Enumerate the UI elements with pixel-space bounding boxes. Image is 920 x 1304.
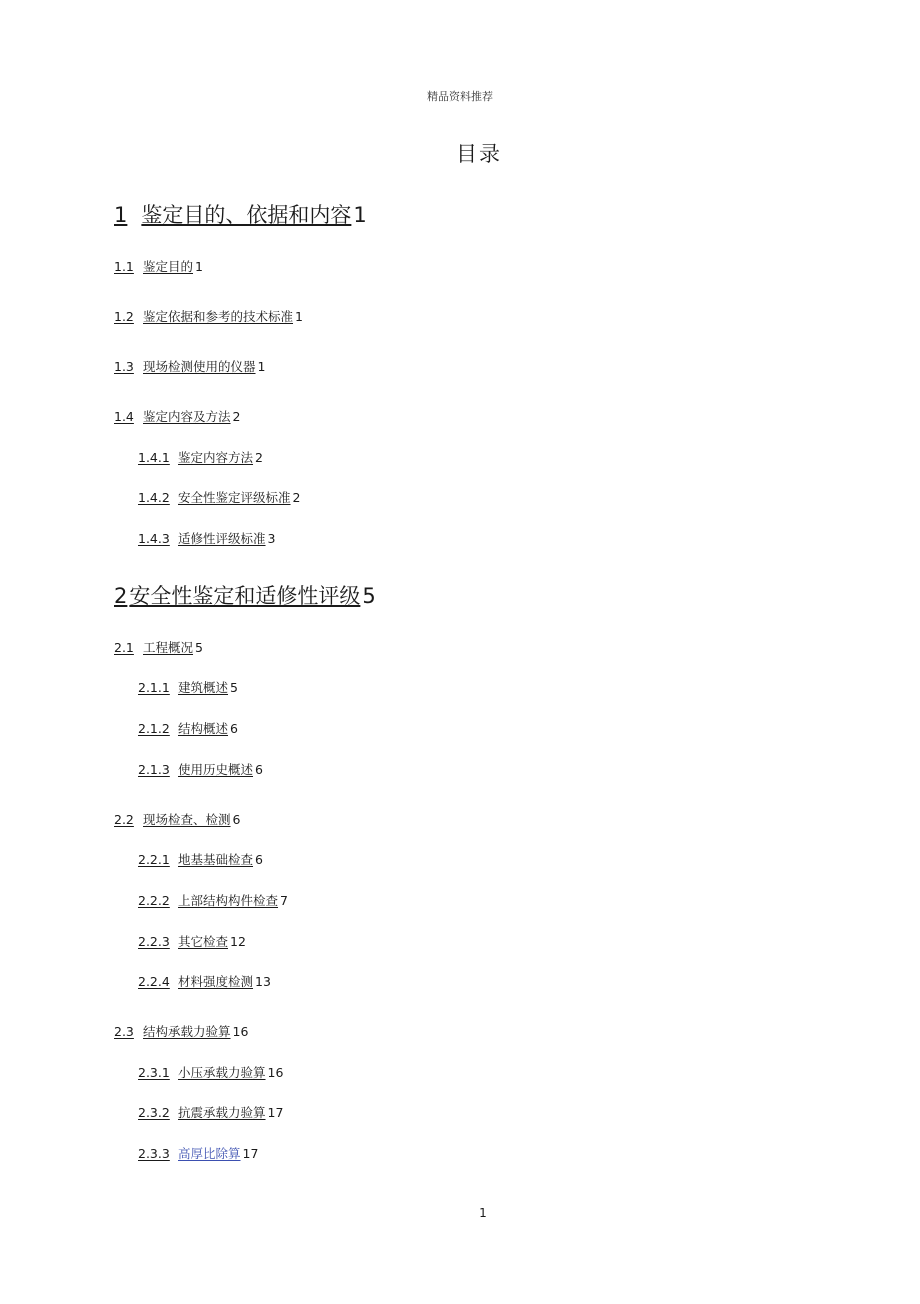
toc-number: 2.3 [114, 1024, 134, 1039]
toc-entry-2-3[interactable] [114, 1022, 248, 1040]
toc-number: 2.1.3 [138, 762, 170, 777]
toc-text: 适修性评级标准 [178, 531, 266, 546]
toc-entry-2-2-1[interactable] [138, 850, 263, 868]
toc-number: 2.2.1 [138, 852, 170, 867]
toc-entry-2-1-2[interactable] [138, 719, 238, 737]
toc-page: 5 [362, 584, 376, 608]
page-number: 1 [479, 1206, 487, 1220]
toc-text: 上部结构构件检查 [178, 893, 279, 908]
page-header: 精品资料推荐 [427, 90, 493, 103]
toc-entry-1-4-1[interactable] [138, 448, 263, 466]
toc-text: 鉴定内容及方法 [143, 409, 231, 424]
toc-page: 1 [257, 359, 266, 374]
toc-text: 鉴定目的、依据和内容 [141, 203, 352, 227]
toc-entry-1-4[interactable] [114, 407, 240, 425]
toc-page: 6 [230, 721, 238, 736]
toc-entry-2-2-4[interactable] [138, 972, 271, 990]
toc-entry-2-3-2[interactable] [138, 1103, 283, 1121]
toc-entry-1-1[interactable] [114, 257, 203, 275]
toc-text: 结构概述 [178, 721, 229, 736]
toc-page: 1 [353, 203, 367, 227]
toc-number: 2.2.3 [138, 934, 170, 949]
toc-text: 鉴定目的 [143, 259, 194, 274]
toc-text: 使用历史概述 [178, 762, 254, 777]
toc-text: 鉴定内容方法 [178, 450, 254, 465]
toc-number: 2.1 [114, 640, 134, 655]
toc-page: 6 [255, 762, 263, 777]
toc-page: 16 [232, 1024, 249, 1039]
toc-text: 现场检测使用的仪器 [143, 359, 256, 374]
toc-number: 2.1.2 [138, 721, 170, 736]
toc-entry-1[interactable] [114, 199, 367, 229]
toc-page: 6 [255, 852, 263, 867]
toc-text: 现场检查、检测 [143, 812, 231, 827]
toc-page: 5 [230, 680, 238, 695]
toc-title: 目录 [456, 142, 502, 166]
toc-page: 1 [295, 309, 303, 324]
toc-entry-2[interactable] [114, 580, 376, 610]
toc-entry-2-1-3[interactable] [138, 760, 263, 778]
toc-number: 2.1.1 [138, 680, 170, 695]
toc-number: 1.1 [114, 259, 134, 274]
toc-number: 2.3.1 [138, 1065, 170, 1080]
toc-text: 小压承载力验算 [178, 1065, 266, 1080]
toc-number: 2.3.3 [138, 1146, 170, 1161]
toc-text: 高厚比除算 [178, 1146, 241, 1161]
toc-text: 鉴定依据和参考的技术标准 [143, 309, 294, 324]
toc-number: 2 [114, 584, 128, 608]
toc-page: 13 [255, 974, 271, 989]
toc-number: 1.4.3 [138, 531, 170, 546]
toc-text: 安全性鉴定和适修性评级 [129, 584, 361, 608]
toc-number: 2.3.2 [138, 1105, 170, 1120]
toc-page: 7 [280, 893, 288, 908]
toc-number: 1 [114, 203, 128, 227]
toc-number: 1.4.1 [138, 450, 170, 465]
toc-entry-2-1[interactable] [114, 638, 203, 656]
toc-page: 17 [267, 1105, 284, 1120]
toc-text: 抗震承载力验算 [178, 1105, 266, 1120]
toc-number: 1.3 [114, 359, 134, 374]
toc-entry-1-2[interactable] [114, 307, 303, 325]
toc-page: 2 [232, 409, 241, 424]
toc-text: 其它检查 [178, 934, 229, 949]
toc-entry-2-2-3[interactable] [138, 932, 246, 950]
toc-page: 2 [255, 450, 263, 465]
toc-page: 5 [195, 640, 203, 655]
toc-number: 2.2.4 [138, 974, 170, 989]
toc-entry-2-2[interactable] [114, 810, 240, 828]
toc-number: 1.2 [114, 309, 134, 324]
toc-text: 结构承载力验算 [143, 1024, 231, 1039]
toc-text: 材料强度检测 [178, 974, 254, 989]
toc-page: 16 [267, 1065, 284, 1080]
toc-page: 12 [230, 934, 246, 949]
toc-number: 2.2 [114, 812, 134, 827]
toc-entry-2-3-1[interactable] [138, 1063, 283, 1081]
toc-entry-1-4-3[interactable] [138, 529, 275, 547]
toc-page: 2 [292, 490, 301, 505]
toc-entry-2-1-1[interactable] [138, 678, 238, 696]
toc-text: 工程概况 [143, 640, 194, 655]
toc-entry-1-4-2[interactable] [138, 488, 300, 506]
toc-entry-2-2-2[interactable] [138, 891, 288, 909]
toc-text: 安全性鉴定评级标准 [178, 490, 291, 505]
toc-text: 建筑概述 [178, 680, 229, 695]
toc-text: 地基基础检查 [178, 852, 254, 867]
toc-page: 17 [242, 1146, 259, 1161]
toc-number: 2.2.2 [138, 893, 170, 908]
toc-page: 3 [267, 531, 276, 546]
toc-number: 1.4.2 [138, 490, 170, 505]
toc-entry-1-3[interactable] [114, 357, 265, 375]
toc-page: 1 [195, 259, 203, 274]
toc-entry-2-3-3[interactable] [138, 1144, 258, 1162]
toc-number: 1.4 [114, 409, 134, 424]
toc-page: 6 [232, 812, 241, 827]
